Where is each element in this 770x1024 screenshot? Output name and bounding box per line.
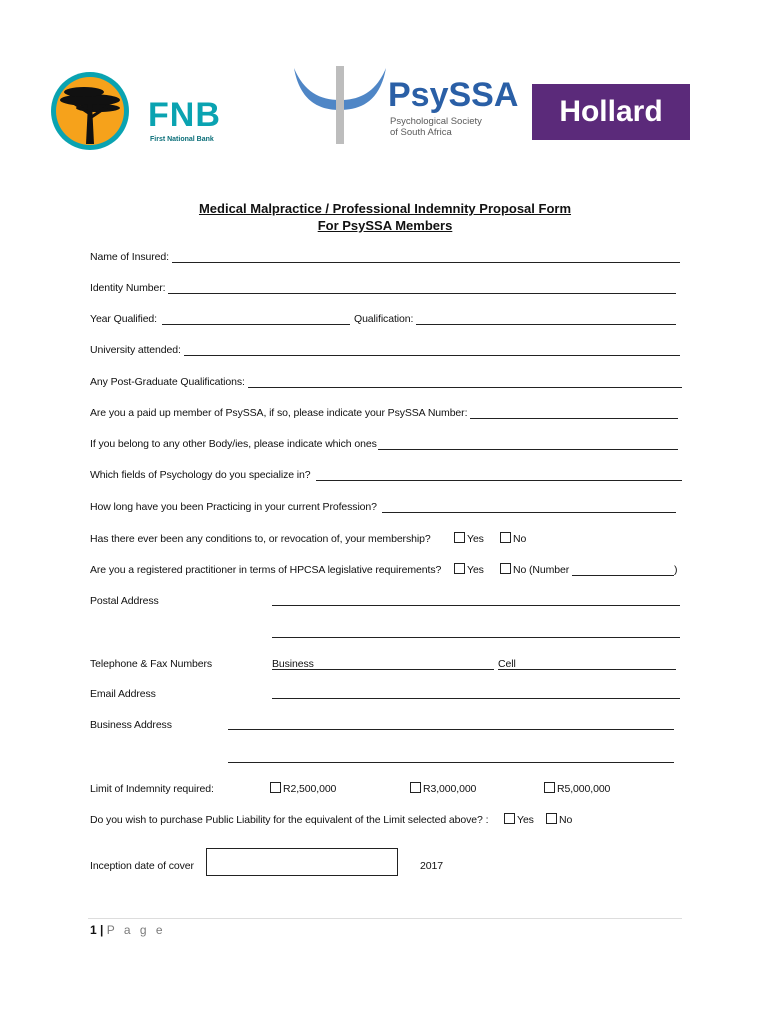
page-footer — [90, 923, 166, 937]
other-bodies-input[interactable] — [378, 449, 678, 450]
specialize-label: Which fields of Psychology do you specialize in? — [90, 469, 311, 481]
cell-label: Cell — [498, 658, 516, 670]
checkbox[interactable] — [454, 532, 465, 543]
identity-input[interactable] — [168, 293, 676, 294]
psi-symbol-icon — [290, 62, 390, 146]
name-label: Name of Insured: — [90, 251, 169, 263]
specialize-input[interactable] — [316, 480, 682, 481]
limit-label: Limit of Indemnity required: — [90, 783, 214, 795]
other-bodies-label: If you belong to any other Body/ies, please indicate which ones — [90, 438, 377, 450]
psyssa-subtitle-2: of South Africa — [390, 127, 452, 138]
postal-address-input-2[interactable] — [272, 637, 680, 638]
identity-label: Identity Number: — [90, 282, 166, 294]
postgrad-label: Any Post-Graduate Qualifications: — [90, 376, 245, 388]
university-input[interactable] — [184, 355, 680, 356]
practicing-input[interactable] — [382, 512, 676, 513]
hpcsa-yes-option[interactable]: Yes — [454, 563, 484, 576]
business-address-input-1[interactable] — [228, 729, 674, 730]
checkbox[interactable] — [410, 782, 421, 793]
hpcsa-no-option[interactable]: No (Number — [500, 563, 569, 576]
business-address-input-2[interactable] — [228, 762, 674, 763]
checkbox[interactable] — [544, 782, 555, 793]
postal-address-label: Postal Address — [90, 595, 159, 607]
year-qualified-input[interactable] — [162, 324, 350, 325]
year-qualified-label: Year Qualified: — [90, 313, 157, 325]
email-input[interactable] — [272, 698, 680, 699]
hpcsa-label: Are you a registered practitioner in terms of HPCSA legislative requirements? — [90, 564, 442, 576]
page-word: P a g e — [106, 923, 166, 937]
conditions-label: Has there ever been any conditions to, or revocation of, your membership? — [90, 533, 431, 545]
form-title-line1: Medical Malpractice / Professional Indemnity Proposal Form — [198, 201, 572, 216]
postgrad-input[interactable] — [248, 387, 682, 388]
conditions-no-option[interactable]: No — [500, 532, 526, 545]
checkbox[interactable] — [500, 563, 511, 574]
cell-input[interactable] — [498, 669, 676, 670]
postal-address-input-1[interactable] — [272, 605, 680, 606]
checkbox[interactable] — [270, 782, 281, 793]
fnb-logo — [48, 70, 238, 152]
hpcsa-close-paren: ) — [674, 564, 678, 576]
checkbox[interactable] — [546, 813, 557, 824]
fnb-subtitle: First National Bank — [150, 136, 214, 143]
checkbox[interactable] — [500, 532, 511, 543]
checkbox[interactable] — [504, 813, 515, 824]
hollard-logo: Hollard — [532, 84, 690, 140]
member-number-input[interactable] — [470, 418, 678, 419]
checkbox[interactable] — [454, 563, 465, 574]
page-number: 1 — [90, 923, 97, 937]
inception-date-input[interactable] — [206, 848, 398, 876]
phone-fax-label: Telephone & Fax Numbers — [90, 658, 213, 670]
inception-label: Inception date of cover — [90, 860, 194, 872]
psyssa-wordmark: PsySSA — [388, 76, 519, 114]
conditions-yes-option[interactable]: Yes — [454, 532, 484, 545]
psyssa-logo — [290, 62, 519, 146]
practicing-label: How long have you been Practicing in your current Profession? — [90, 501, 377, 513]
fnb-tree-icon — [48, 70, 132, 152]
member-label: Are you a paid up member of PsySSA, if so, please indicate your PsySSA Number: — [90, 407, 468, 419]
page-separator: | — [100, 923, 104, 937]
psyssa-subtitle-1: Psychological Society — [390, 116, 482, 127]
fnb-wordmark: FNB — [148, 96, 221, 134]
limit-option-3[interactable]: R5,000,000 — [544, 782, 610, 795]
public-liability-label: Do you wish to purchase Public Liability for the equivalent of the Limit selected above? : — [90, 814, 489, 826]
qualification-input[interactable] — [416, 324, 676, 325]
inception-year: 2017 — [420, 860, 443, 872]
form-title-line2: For PsySSA Members — [317, 218, 453, 233]
name-input[interactable] — [172, 262, 680, 263]
public-liability-no-option[interactable]: No — [546, 813, 572, 826]
limit-option-2[interactable]: R3,000,000 — [410, 782, 476, 795]
qualification-label: Qualification: — [354, 313, 414, 325]
business-address-label: Business Address — [90, 719, 172, 731]
university-label: University attended: — [90, 344, 181, 356]
hpcsa-number-input[interactable] — [572, 575, 674, 576]
email-label: Email Address — [90, 688, 156, 700]
business-phone-label: Business — [272, 658, 314, 670]
public-liability-yes-option[interactable]: Yes — [504, 813, 534, 826]
business-phone-input[interactable] — [272, 669, 494, 670]
footer-rule — [88, 918, 682, 919]
limit-option-1[interactable]: R2,500,000 — [270, 782, 336, 795]
